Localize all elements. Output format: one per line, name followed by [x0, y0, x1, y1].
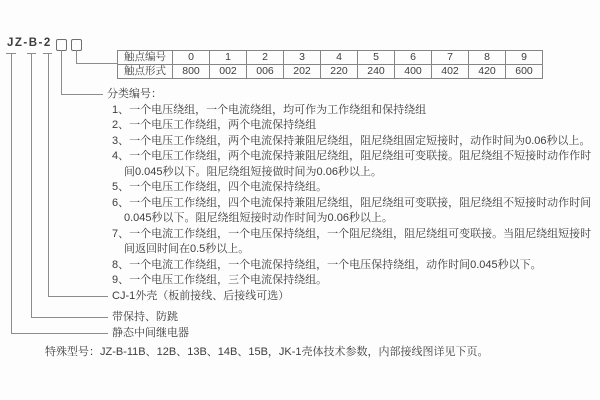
table-cell: 400 — [395, 65, 432, 79]
classification-item-3: 3、一个电压工作绕组，两个电流保持兼阻尼绕组，阻尼绕组固定短接时，动作时间为0.06秒以上。 — [112, 135, 591, 147]
classification-item-7-continued: 间返回时间在0.5秒以上。 — [124, 243, 250, 255]
leader-line-contact-vertical — [76, 50, 77, 63]
contact-code-table — [117, 50, 543, 79]
table-cell: 002 — [210, 65, 247, 79]
leader-line-jz-horizontal — [11, 333, 108, 334]
table-cell: 600 — [506, 65, 543, 79]
table-cell: 9 — [506, 51, 543, 65]
table-cell: 240 — [358, 65, 395, 79]
leader-line-classification-horizontal — [61, 94, 103, 95]
leader-line-2-horizontal — [48, 296, 108, 297]
classification-item-8: 8、一个电流工作绕组，一个电流保持绕组，一个电压保持绕组，动作时间0.045秒以下。 — [112, 259, 542, 271]
classification-item-2: 2、一个电压工作绕组，两个电流保持绕组 — [112, 119, 317, 131]
classification-item-5: 5、一个电压工作绕组，四个电流保持绕组。 — [112, 181, 328, 193]
table-cell: 4 — [321, 51, 358, 65]
table-cell: 5 — [358, 51, 395, 65]
table-cell: 202 — [284, 65, 321, 79]
classification-item-9: 9、一个电压工作绕组，三个电流保持绕组。 — [112, 274, 328, 286]
leader-line-b-vertical — [31, 53, 32, 317]
table-cell: 006 — [247, 65, 284, 79]
table-cell: 0 — [173, 51, 210, 65]
label-relay-type: 静态中间继电器 — [112, 327, 189, 339]
classification-item-4-continued: 间0.045秒以下。阻尼绕组短接做时间为0.06秒以上。 — [124, 166, 382, 178]
table-cell: 7 — [432, 51, 469, 65]
table-row-contact-form — [118, 65, 543, 79]
classification-item-4: 4、一个电压工作绕组，两个电流保持兼阻尼绕组，阻尼绕组可变联接。阻尼绕组不短接时动作作时 — [112, 150, 592, 162]
table-cell: 8 — [469, 51, 506, 65]
table-cell: 2 — [247, 51, 284, 65]
table-cell: 6 — [395, 51, 432, 65]
table-cell: 220 — [321, 65, 358, 79]
label-case-type: CJ-1外壳（板前接线、后接线可选） — [112, 290, 290, 302]
leader-line-classification-vertical — [61, 50, 62, 94]
leader-line-2-vertical — [48, 53, 49, 296]
table-row-header: 触点编号 — [118, 51, 173, 65]
table-cell: 800 — [173, 65, 210, 79]
classification-item-6: 6、一个电压工作绕组，四个电流保持兼阻尼绕组，阻尼绕组可变联接，阻尼绕组不短接时动作时间 — [112, 197, 592, 209]
leader-line-contact-horizontal — [76, 63, 117, 64]
classification-item-7: 7、一个电流工作绕组，一个电压保持绕组，一个阻尼绕组，阻尼绕组可变联接。当阻尼绕组短接时 — [112, 228, 592, 240]
label-hold-antipump: 带保持、防跳 — [112, 311, 178, 323]
table-row-contact-number — [118, 51, 543, 65]
table-row-header: 触点形式 — [118, 65, 173, 79]
model-code-text: JZ-B-2 — [7, 37, 52, 49]
table-cell: 1 — [210, 51, 247, 65]
classification-heading: 分类编号： — [107, 88, 162, 100]
leader-line-b-horizontal — [31, 317, 108, 318]
classification-item-6-continued: 0.045秒以下。阻尼绕组短接时动作时间为0.06秒以上。 — [124, 212, 393, 224]
special-models-note: 特殊型号：JZ-B-11B、12B、13B、14B、15B，JK-1壳体技术参数，内部接线图详见下页。 — [45, 346, 489, 358]
table-cell: 3 — [284, 51, 321, 65]
table-cell: 402 — [432, 65, 469, 79]
leader-line-jz-vertical — [11, 53, 12, 333]
classification-item-1: 1、一个电压绕组，一个电流绕组，均可作为工作绕组和保持绕组 — [112, 104, 427, 116]
table-cell: 420 — [469, 65, 506, 79]
